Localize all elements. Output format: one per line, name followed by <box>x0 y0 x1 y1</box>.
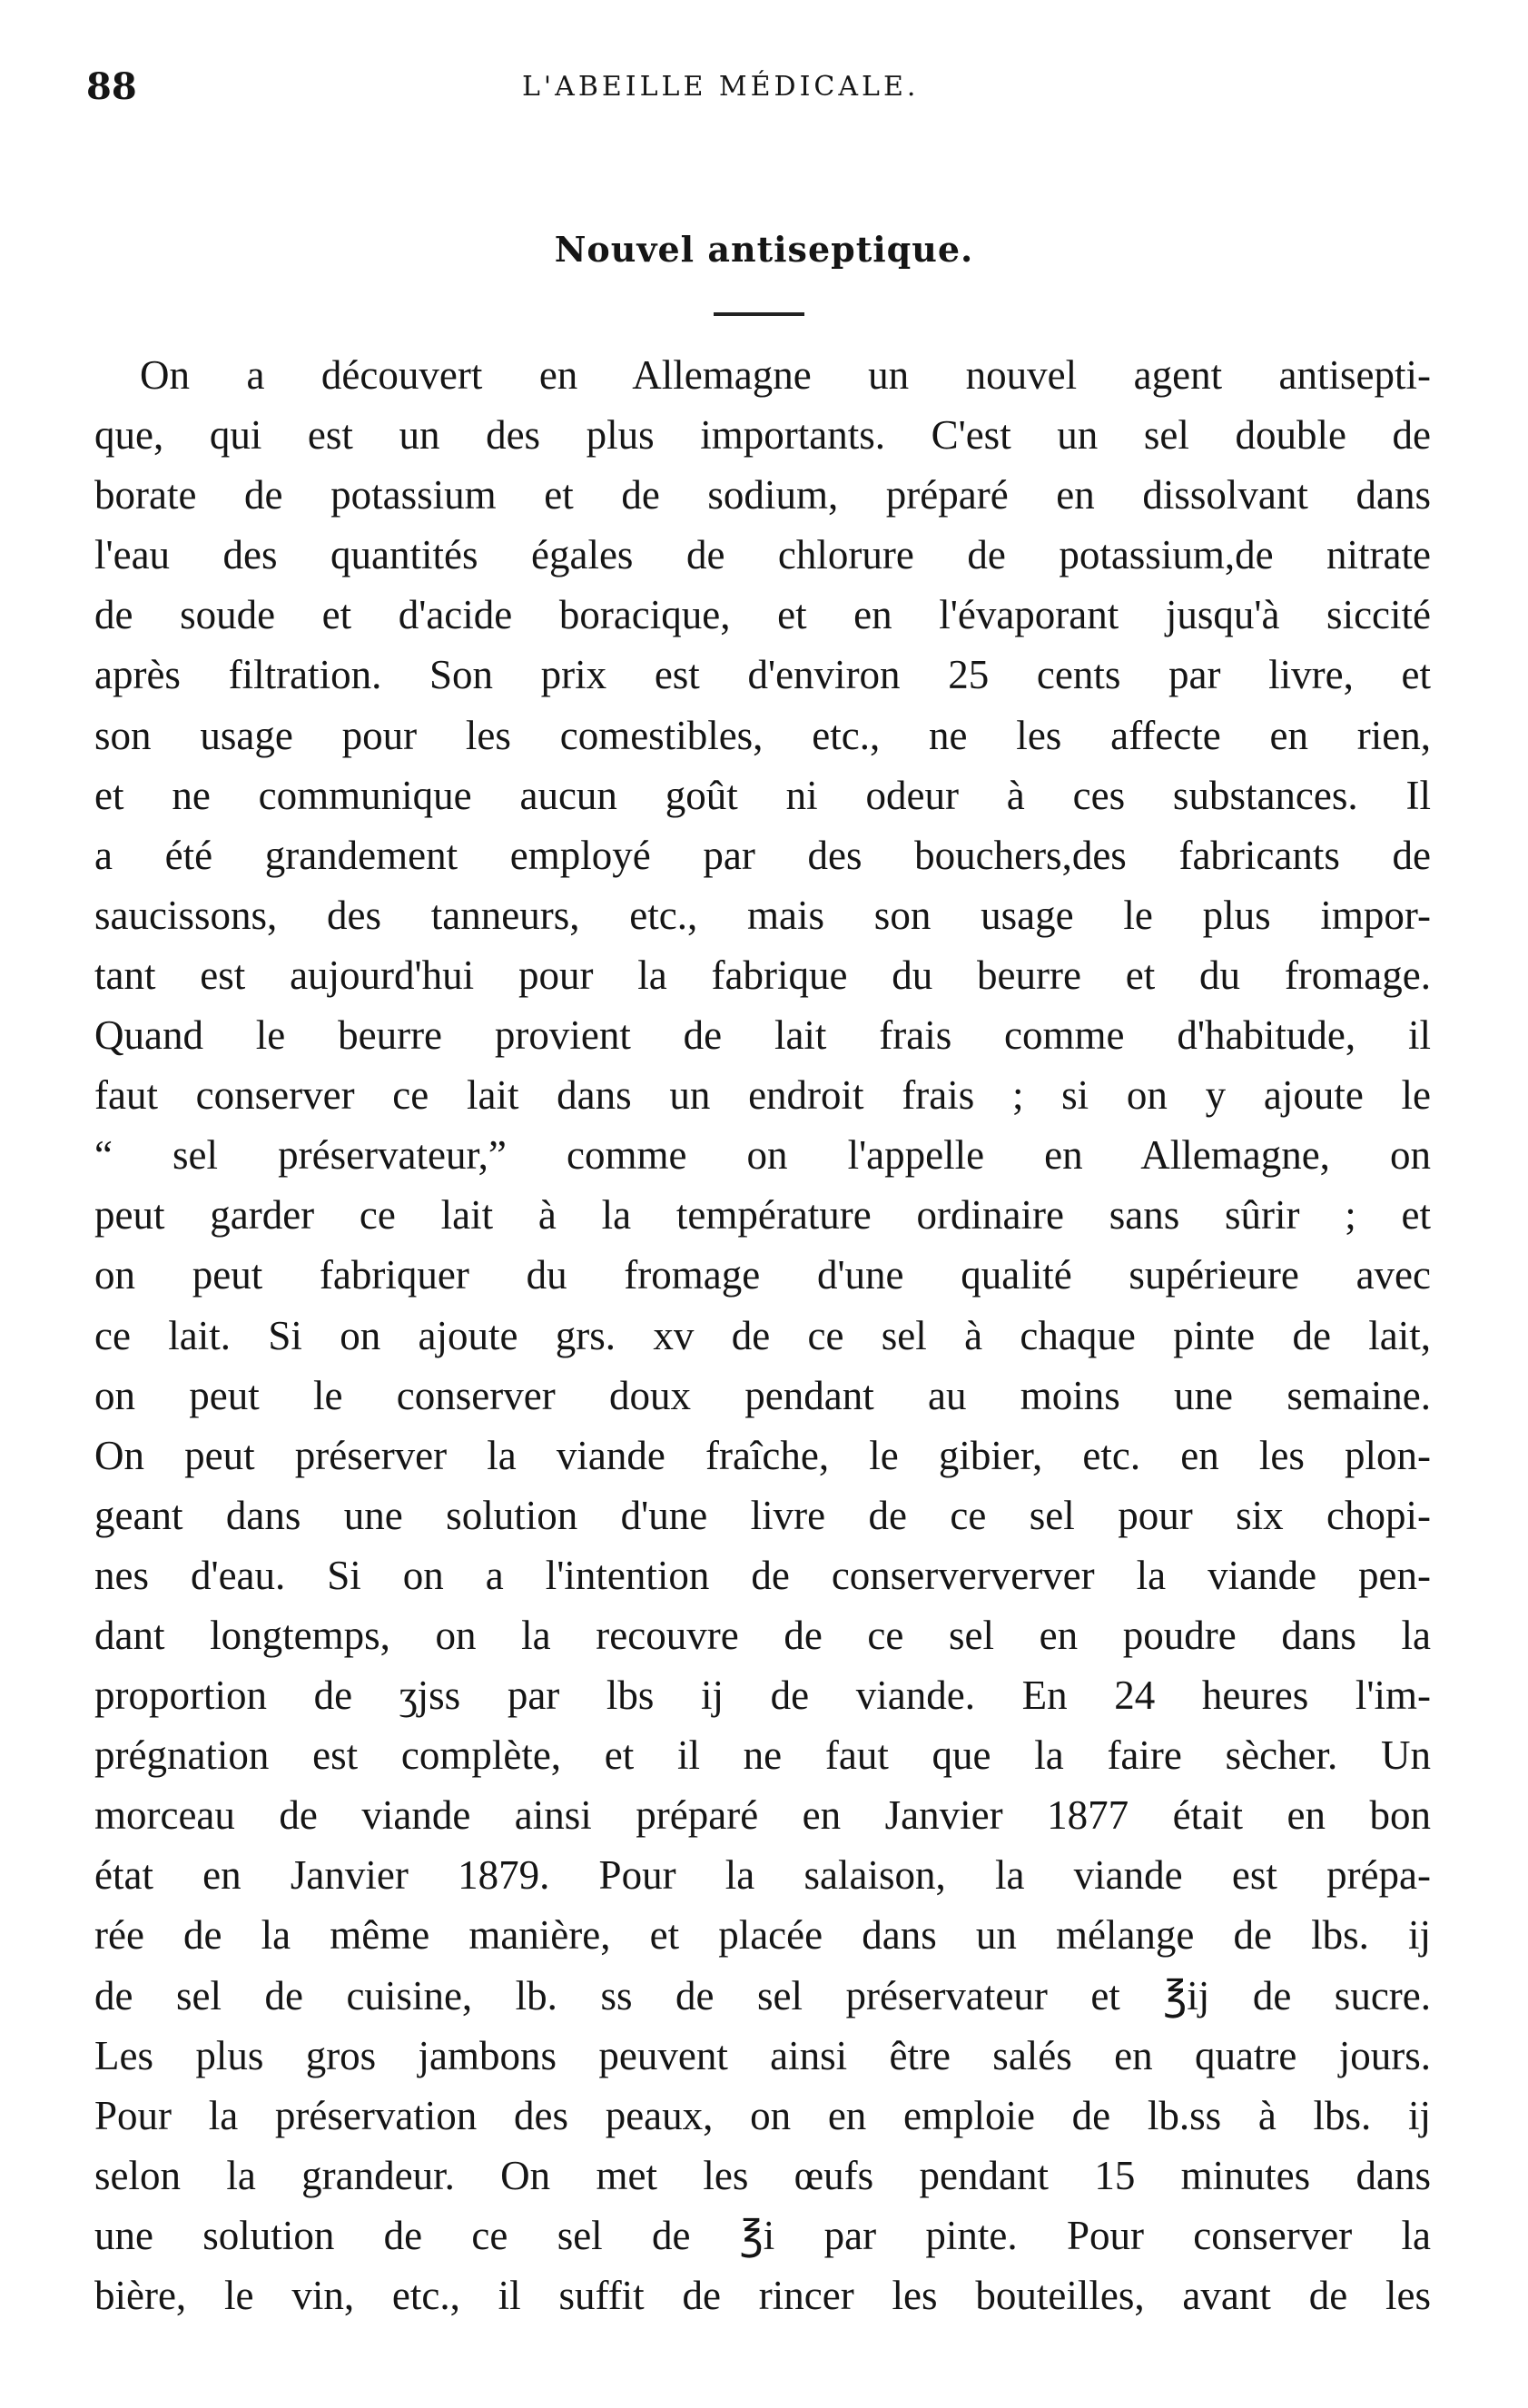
text-line: nes d'eau. Si on a l'intention de conserververver la viande pen- <box>94 1552 1431 1598</box>
text-line: après filtration. Son prix est d'environ 25 cents par livre, et <box>94 652 1431 698</box>
text-line: et ne communique aucun goût ni odeur à ces substances. Il <box>94 772 1431 818</box>
text-line: que, qui est un des plus importants. C'est un sel double de <box>94 412 1431 459</box>
text-line: geant dans une solution d'une livre de ce sel pour six chopi- <box>94 1492 1431 1538</box>
text-line: ce lait. Si on ajoute grs. xv de ce sel à chaque pinte de lait, <box>94 1312 1431 1358</box>
text-line: son usage pour les comestibles, etc., ne les affecte en rien, <box>94 712 1431 758</box>
text-line: saucissons, des tanneurs, etc., mais son usage le plus impor- <box>94 892 1431 938</box>
text-line: Pour la préservation des peaux, on en emploie de lb.ss à lbs. ij <box>94 2092 1431 2138</box>
text-line: prégnation est complète, et il ne faut que la faire sècher. Un <box>94 1732 1431 1779</box>
text-line: a été grandement employé par des bouchers,des fabricants de <box>94 832 1431 878</box>
text-line: On a découvert en Allemagne un nouvel agent antisepti- <box>140 352 1431 398</box>
text-line: Quand le beurre provient de lait frais comme d'habitude, il <box>94 1012 1431 1059</box>
journal-title: L'ABEILLE MÉDICALE. <box>522 71 920 103</box>
text-line: morceau de viande ainsi préparé en Janvier 1877 était en bon <box>94 1792 1431 1839</box>
text-line: bière, le vin, etc., il suffit de rincer les bouteilles, avant de les <box>94 2273 1431 2318</box>
text-line: rée de la même manière, et placée dans un mélange de lbs. ij <box>94 1912 1431 1959</box>
text-line: l'eau des quantités égales de chlorure de potassium,de nitrate <box>94 532 1431 578</box>
text-line: On peut préserver la viande fraîche, le gibier, etc. en les plon- <box>94 1432 1431 1478</box>
text-line: de sel de cuisine, lb. ss de sel préservateur et ℥ij de sucre. <box>94 1972 1431 2018</box>
title-rule <box>714 312 804 316</box>
text-line: dant longtemps, on la recouvre de ce sel en poudre dans la <box>94 1612 1431 1658</box>
article-title: Nouvel antiseptique. <box>554 229 974 270</box>
text-line: borate de potassium et de sodium, préparé en dissolvant dans <box>94 472 1431 518</box>
text-line: “ sel préservateur,” comme on l'appelle en Allemagne, on <box>94 1132 1431 1179</box>
text-line: de soude et d'acide boracique, et en l'évaporant jusqu'à siccité <box>94 592 1431 638</box>
page-number: 88 <box>86 65 137 108</box>
text-line: on peut fabriquer du fromage d'une qualité supérieure avec <box>94 1252 1431 1298</box>
text-line: on peut le conserver doux pendant au moins une semaine. <box>94 1372 1431 1418</box>
article-body <box>94 345 1431 2325</box>
text-line: selon la grandeur. On met les œufs pendant 15 minutes dans <box>94 2152 1431 2198</box>
text-line: tant est aujourd'hui pour la fabrique du beurre et du fromage. <box>94 952 1431 998</box>
text-line: faut conserver ce lait dans un endroit frais ; si on y ajoute le <box>94 1072 1431 1119</box>
running-head <box>86 65 1430 120</box>
text-line: proportion de ʒjss par lbs ij de viande. En 24 heures l'im- <box>94 1673 1431 1719</box>
text-line: état en Janvier 1879. Pour la salaison, la viande est prépa- <box>94 1852 1431 1899</box>
text-line: une solution de ce sel de ℥i par pinte. Pour conserver la <box>94 2212 1431 2258</box>
text-line: peut garder ce lait à la température ordinaire sans sûrir ; et <box>94 1192 1431 1239</box>
text-line: Les plus gros jambons peuvent ainsi être salés en quatre jours. <box>94 2032 1431 2078</box>
